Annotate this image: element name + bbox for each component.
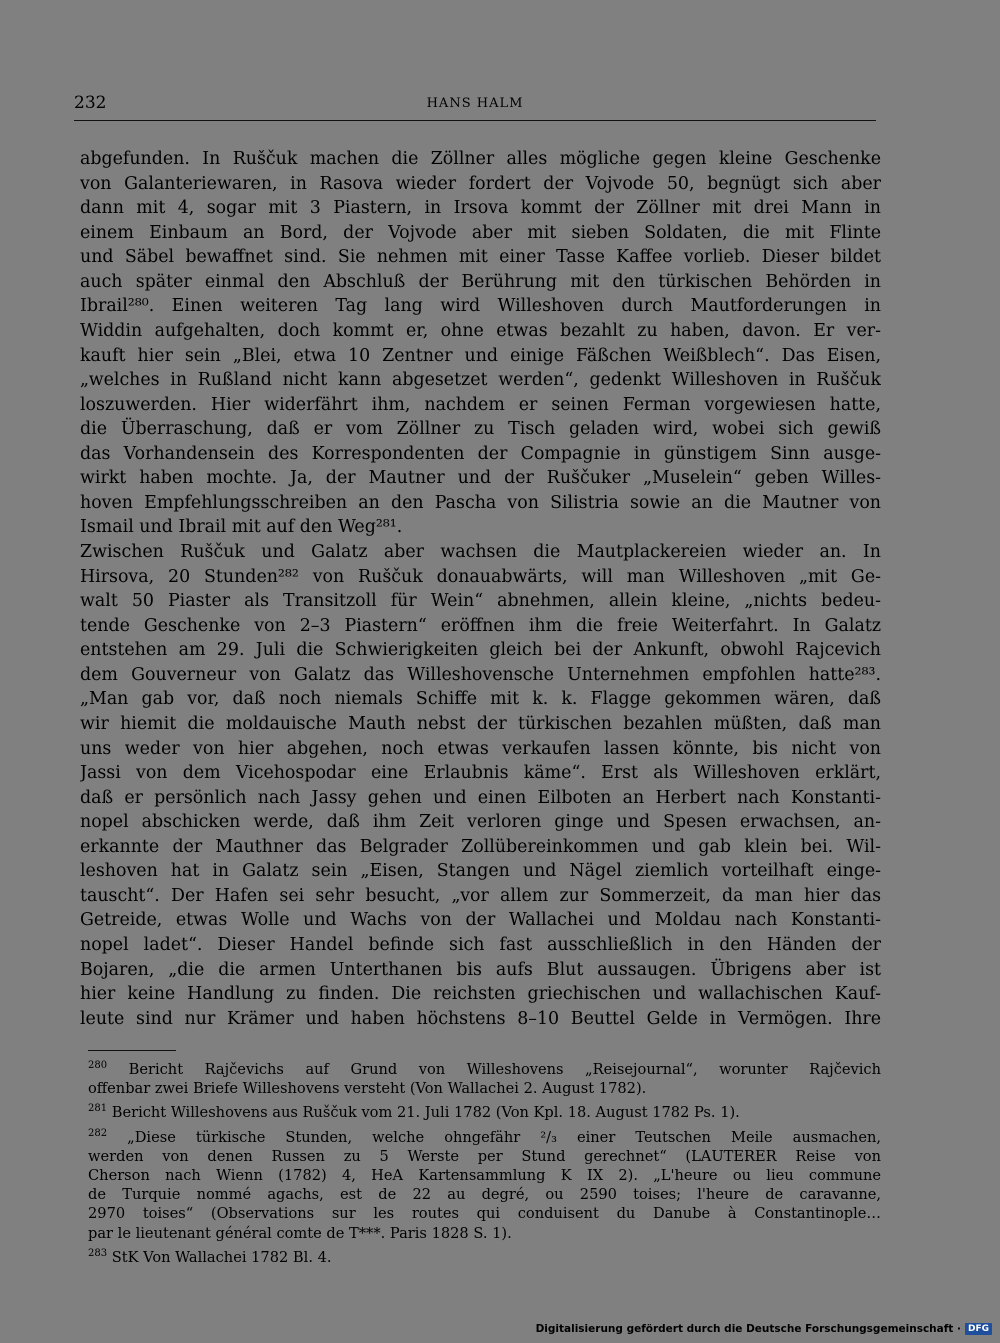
body-line: kauft hier sein „Blei, etwa 10 Zentner und einige Fäßchen Weißblech“. Das Eisen, bbox=[80, 345, 881, 366]
body-line: Zwischen Ruščuk und Galatz aber wachsen die Mautplackereien wieder an. In bbox=[80, 542, 881, 562]
body-line: einem Einbaum an Bord, der Vojvode aber mit sieben Soldaten, die mit Flinte bbox=[80, 222, 881, 243]
digitization-credit bbox=[536, 1322, 992, 1336]
footnote-line bbox=[88, 1204, 881, 1223]
body-line: walt 50 Piaster als Transitzoll für Wein“ abnehmen, allein kleine, „nichts bedeu- bbox=[80, 591, 881, 612]
body-line: Ibrail²⁸⁰. Einen weiteren Tag lang wird Willeshoven durch Mautforderungen in bbox=[80, 296, 881, 317]
body-line: dann mit 4, sogar mit 3 Piastern, in Irsova kommt der Zöllner mit drei Mann in bbox=[80, 198, 881, 219]
body-line: wir hiemit die moldauische Mauth nebst der türkischen bezahlen müßten, daß man bbox=[80, 713, 881, 734]
footnote-separator bbox=[88, 1050, 176, 1051]
footnote-text: 2970 toises“ (Observations sur les routes qui conduisent du Danube à Constantinople… bbox=[88, 1205, 881, 1223]
header-rule bbox=[74, 120, 876, 121]
body-line: hier keine Handlung zu finden. Die reichsten griechischen und wallachischen Kauf- bbox=[80, 984, 881, 1005]
footnote-text: Bericht Rajčevichs auf Grund von Willeshovens „Reisejournal“, worunter Rajčevich bbox=[128, 1061, 881, 1078]
footnote-text: werden von denen Russen zu 5 Werste per Stund gerechnet“ (LAUTERER Reise von bbox=[88, 1147, 881, 1165]
body-line: dem Gouverneur von Galatz das Willeshovensche Unternehmen empfohlen hatte²⁸³. bbox=[80, 664, 881, 685]
footnote-text: par le lieutenant général comte de T***. Paris 1828 S. 1). bbox=[88, 1224, 512, 1242]
body-line: Ismail und Ibrail mit auf den Weg²⁸¹. bbox=[80, 517, 403, 538]
body-line: Widdin aufgehalten, doch kommt er, ohne etwas bezahlt zu haben, davon. Er ver- bbox=[80, 320, 881, 341]
body-line: leshoven hat in Galatz sein „Eisen, Stangen und Nägel ziemlich vorteilhaft einge- bbox=[80, 861, 881, 882]
body-line: loszuwerden. Hier widerfährt ihm, nachdem er seinen Ferman vorgewiesen hatte, bbox=[80, 394, 881, 415]
footnote bbox=[88, 1060, 881, 1098]
footnote-text: offenbar zwei Briefe Willeshovens versteht (Von Wallachei 2. August 1782). bbox=[88, 1080, 647, 1098]
body-line: Jassi von dem Vicehospodar eine Erlaubnis käme“. Erst als Willeshoven erklärt, bbox=[80, 763, 881, 784]
body-line: Hirsova, 20 Stunden²⁸² von Ruščuk donauabwärts, will man Willeshoven „mit Ge- bbox=[80, 566, 881, 587]
footnote-text: StK Von Wallachei 1782 Bl. 4. bbox=[111, 1248, 332, 1266]
footnote-line bbox=[88, 1128, 881, 1147]
dfg-logo: DFG bbox=[965, 1323, 992, 1335]
footnote bbox=[88, 1248, 881, 1267]
body-line: „Man gab vor, daß noch niemals Schiffe mit k. k. Flagge gekommen wären, daß bbox=[80, 689, 881, 710]
body-line: nopel abschicken werde, daß ihm Zeit verloren ginge und Spesen erwachsen, an- bbox=[80, 812, 881, 833]
footnote-number: 283 bbox=[88, 1247, 108, 1259]
footnote-line bbox=[88, 1224, 881, 1243]
body-line: die Überraschung, daß er vom Zöllner zu Tisch geladen wird, wobei sich gewiß bbox=[80, 419, 881, 440]
footnote-text: Cherson nach Wienn (1782) 4, HeA Kartensammlung K IX 2). „L'heure ou lieu commune bbox=[88, 1166, 881, 1184]
page-number: 232 bbox=[74, 93, 107, 113]
credit-text: Digitalisierung gefördert durch die Deutsche Forschungsgemeinschaft · bbox=[535, 1323, 961, 1335]
body-line: und Säbel bewaffnet sind. Sie nehmen mit einer Tasse Kaffee vorlieb. Dieser bildet bbox=[80, 247, 881, 268]
footnote-number: 280 bbox=[88, 1060, 108, 1072]
footnote-line bbox=[88, 1147, 881, 1166]
footnote-line bbox=[88, 1248, 881, 1267]
body-line: leute sind nur Krämer und haben höchstens 8–10 Beuttel Gelde in Vermögen. Ihre bbox=[80, 1008, 881, 1029]
body-line: auch später einmal den Abschluß der Berührung mit den türkischen Behörden in bbox=[80, 271, 881, 292]
footnote-line bbox=[88, 1166, 881, 1185]
body-line: uns weder von hier abgehen, noch etwas verkaufen lassen könnte, bis nicht von bbox=[80, 738, 881, 759]
body-line: Bojaren, „die die armen Unterthanen bis aufs Blut aussaugen. Übrigens aber ist bbox=[80, 959, 881, 980]
body-line: Getreide, etwas Wolle und Wachs von der Wallachei und Moldau nach Konstanti- bbox=[80, 910, 881, 931]
footnote bbox=[88, 1128, 881, 1243]
footnote-text: de Turquie nommé agachs, est de 22 au degré, ou 2590 toises; l'heure de caravanne, bbox=[88, 1186, 881, 1204]
body-text bbox=[80, 147, 881, 1031]
body-line: das Vorhandensein des Korrespondenten der Compagnie in günstigem Sinn ausge- bbox=[80, 443, 881, 464]
body-line: von Galanteriewaren, in Rasova wieder fordert der Vojvode 50, begnügt sich aber bbox=[80, 173, 881, 194]
footnote-number: 282 bbox=[88, 1127, 108, 1139]
running-head: HANS HALM bbox=[426, 96, 524, 111]
footnote-text: Bericht Willeshovens aus Ruščuk vom 21. Juli 1782 (Von Kpl. 18. August 1782 Ps. 1). bbox=[111, 1104, 740, 1122]
body-line: „welches in Rußland nicht kann abgesetzet werden“, gedenkt Willeshoven in Ruščuk bbox=[80, 370, 881, 391]
body-line: daß er persönlich nach Jassy gehen und einen Eilboten an Herbert nach Konstanti- bbox=[80, 787, 881, 808]
page-header bbox=[74, 93, 876, 121]
body-line: entstehen am 29. Juli die Schwierigkeiten gleich bei der Ankunft, obwohl Rajcevich bbox=[80, 640, 881, 661]
body-line: wirkt haben mochte. Ja, der Mautner und der Ruščuker „Muselein“ geben Willes- bbox=[80, 468, 881, 489]
footnote bbox=[88, 1103, 881, 1122]
body-line: tauscht“. Der Hafen sei sehr besucht, „vor allem zur Sommerzeit, da man hier das bbox=[80, 885, 881, 906]
footnote-line bbox=[88, 1060, 881, 1079]
footnotes bbox=[88, 1060, 881, 1272]
body-line: tende Geschenke von 2–3 Piastern“ eröffnen ihm die freie Weiterfahrt. In Galatz bbox=[80, 615, 881, 636]
footnote-text: „Diese türkische Stunden, welche ohngefähr ²/₃ einer Teutschen Meile ausmachen, bbox=[127, 1128, 881, 1146]
body-line: hoven Empfehlungsschreiben an den Pascha von Silistria sowie an die Mautner von bbox=[80, 492, 881, 513]
footnote-line bbox=[88, 1103, 881, 1122]
footnote-line bbox=[88, 1079, 881, 1098]
footnote-line bbox=[88, 1185, 881, 1204]
body-line: nopel ladet“. Dieser Handel befinde sich fast ausschließlich in den Händen der bbox=[80, 935, 881, 955]
body-line: abgefunden. In Ruščuk machen die Zöllner alles mögliche gegen kleine Geschenke bbox=[80, 149, 881, 169]
body-line: erkannte der Mauthner das Belgrader Zollübereinkommen und gab klein bei. Wil- bbox=[80, 836, 881, 857]
footnote-number: 281 bbox=[88, 1103, 108, 1115]
